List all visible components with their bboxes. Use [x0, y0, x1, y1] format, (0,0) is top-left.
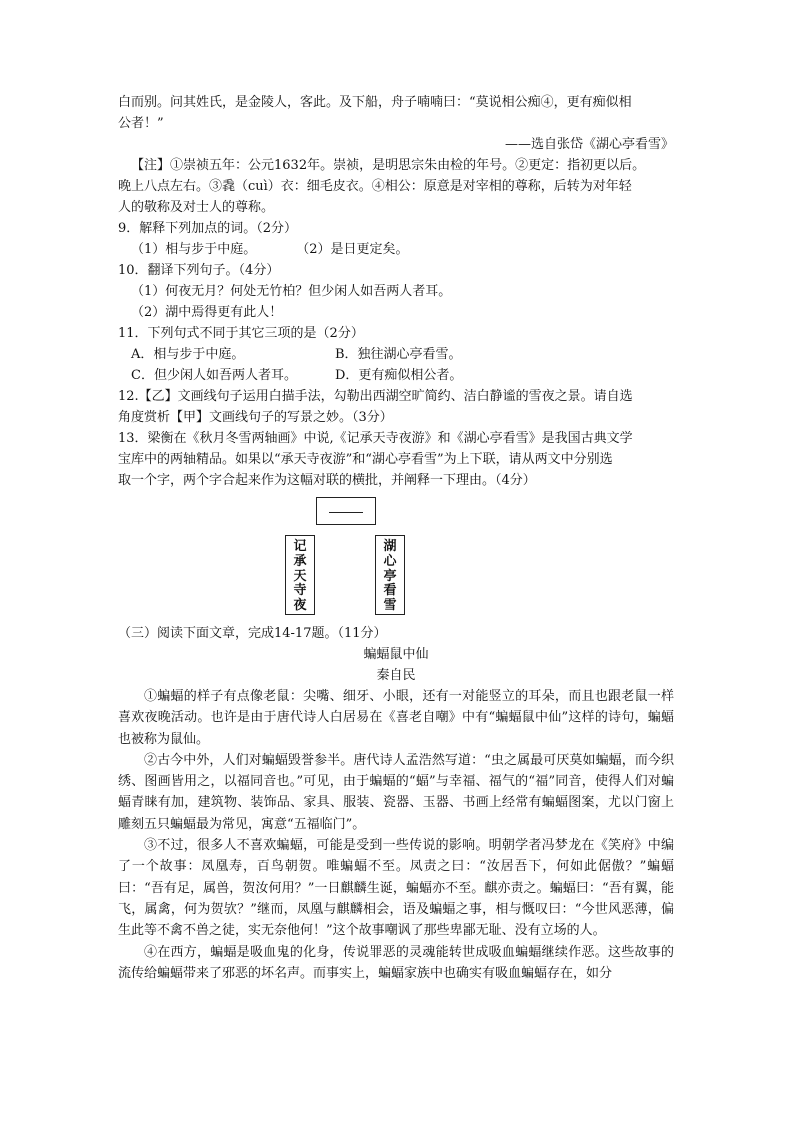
question-13-line: 宝库中的两轴精品。如果以“承天寺夜游”和“湖心亭看雪”为上下联，请从两文中分别选: [118, 452, 613, 467]
article-paragraph: ①蝙蝠的样子有点像老鼠：尖嘴、细牙、小眼，还有一对能竖立的耳朵，而且也跟老鼠一样喜欢夜晚活动。也许是由于唐代诗人白居易在《喜老自嘲》中有“蝙蝠鼠中仙”这样的诗句，蝙蝠也被称为鼠仙。: [118, 689, 674, 747]
option-c: C．但少闲人如吾两人者耳。: [131, 368, 297, 383]
couplet-right-box: [375, 535, 405, 615]
question-10-item: （2）湖中焉得更有此人！: [131, 305, 283, 320]
option-d: D．更有痴似相公者。: [335, 368, 463, 383]
question-11-options: [118, 344, 674, 365]
question-12-line: 12.【乙】文画线句子运用白描手法，勾勒出西湖空旷简约、洁白静谧的雪夜之景。请自选: [118, 389, 633, 404]
answer-blank: [329, 512, 363, 513]
question-10-title: 10．翻译下列句子。（4分）: [118, 263, 280, 278]
article-paragraph: ③不过，很多人不喜欢蝙蝠，可能是受到一些传说的影响。明朝学者冯梦龙在《笑府》中编了一个故事：凤凰寿，百鸟朝贺。唯蝙蝠不至。凤责之曰：“汝居吾下，何如此倨傲？”蝙蝠曰：“吾有足，属兽，贺汝何用？”一日麒麟生诞，蝙蝠亦不至。麒亦责之。蝙蝠曰：“吾有翼，能飞，属禽，何为贺欤？”继而，凤凰与麒麟相会，语及蝙蝠之事，相与慨叹曰：“今世风恶薄，偏生此等不禽不兽之徒，实无奈他何！”这个故事嘲讽了那些卑鄙无耻、没有立场的人。: [118, 838, 674, 939]
document-body: [118, 92, 674, 984]
question-13-line: 13．梁衡在《秋月冬雪两轴画》中说,《记承天寺夜游》和《湖心亭看雪》是我国古典文学: [118, 431, 633, 446]
couplet-left-text: 记承天寺夜: [293, 539, 307, 614]
text-line: 白而别。问其姓氏，是金陵人，客此。及下船，舟子喃喃曰：“莫说相公痴④，更有痴似相: [118, 95, 632, 110]
couplet-figure: [118, 491, 674, 621]
article-paragraph: ②古今中外，人们对蝙蝠毁誉参半。唐代诗人孟浩然写道：“虫之属最可厌莫如蝙蝠，而今织绣、图画皆用之，以福同音也。”可见，由于蝙蝠的“蝠”与幸福、福气的“福”同音，使得人们对蝙蝠青睐有加，建筑物、装饰品、家具、服装、瓷器、玉器、书画上经常有蝙蝠图案，尤以门窗上雕刻五只蝙蝠最为常见，寓意“五福临门”。: [118, 752, 674, 832]
option-a: A．相与步于中庭。: [131, 347, 245, 362]
text-line: 公者！”: [118, 116, 164, 131]
note-line: 【注】①崇祯五年：公元1632年。崇祯，是明思宗朱由检的年号。②更定：指初更以后。: [131, 158, 646, 173]
question-9-items: [118, 239, 674, 260]
article-author: 秦自民: [376, 668, 416, 683]
source-citation: ——选自张岱《湖心亭看雪》: [504, 137, 674, 152]
couplet-left-box: [285, 535, 315, 615]
question-9-title: 9．解释下列加点的词。（2分）: [118, 221, 298, 236]
couplet-horizontal-box[interactable]: [316, 497, 376, 525]
question-10-item: （1）何夜无月？何处无竹柏？但少闲人如吾两人者耳。: [131, 284, 452, 299]
question-11-options: [118, 365, 674, 386]
article-paragraph: ④在西方，蝙蝠是吸血鬼的化身，传说罪恶的灵魂能转世成吸血蝙蝠继续作恶。这些故事的流传给蝙蝠带来了邪恶的坏名声。而事实上，蝙蝠家族中也确实有吸血蝙蝠存在，如分: [118, 944, 674, 981]
option-b: B．独往湖心亭看雪。: [335, 347, 462, 362]
question-9-item: （2）是日更定矣。: [296, 242, 409, 257]
section-3-header: （三）阅读下面文章，完成14-17题。（11分）: [118, 626, 387, 641]
question-9-item: （1）相与步于中庭。: [131, 242, 257, 257]
question-12-line: 角度赏析【甲】文画线句子的写景之妙。（3分）: [118, 410, 393, 425]
article-title: 蝙蝠鼠中仙: [363, 647, 429, 662]
question-13-line: 取一个字，两个字合起来作为这幅对联的横批，并阐释一下理由。（4分）: [118, 473, 536, 488]
note-line: 人的敬称及对士人的尊称。: [118, 200, 275, 215]
note-line: 晚上八点左右。③毳（cuì）衣：细毛皮衣。④相公：原意是对宰相的尊称，后转为对年轻: [118, 179, 632, 194]
question-11-title: 11．下列句式不同于其它三项的是（2分）: [118, 326, 364, 341]
couplet-right-text: 湖心亭看雪: [383, 539, 397, 614]
